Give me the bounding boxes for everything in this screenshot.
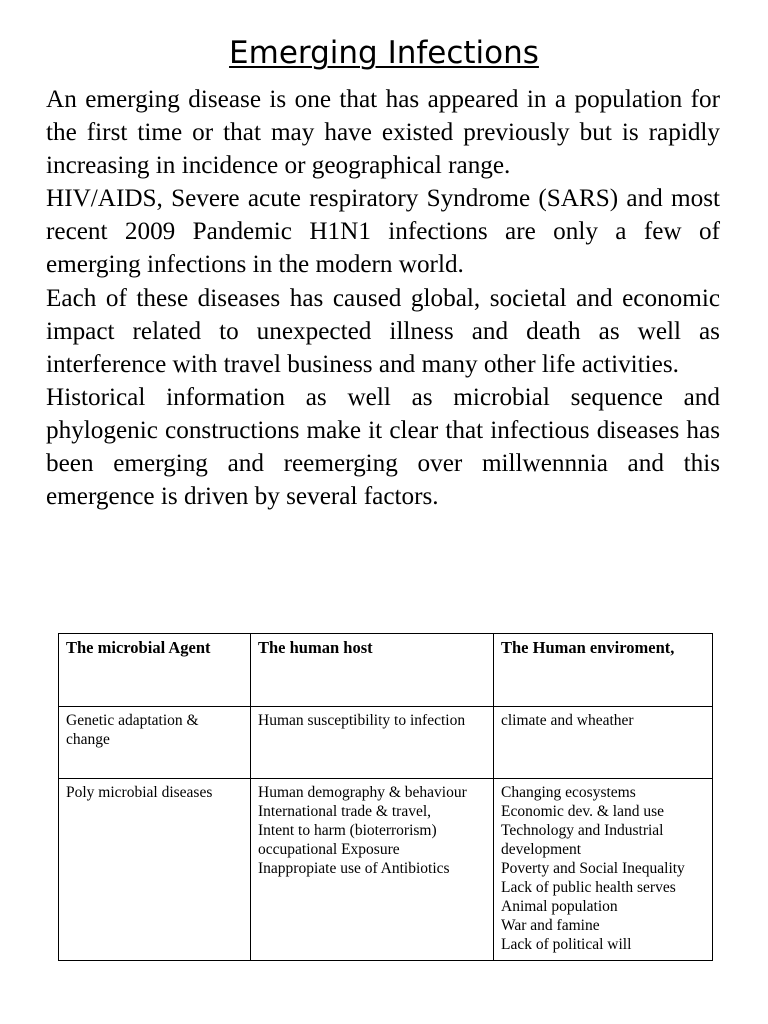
- environment-factor: Poverty and Social Inequality: [501, 860, 685, 877]
- host-factor: Inappropiate use of Antibiotics: [258, 860, 450, 877]
- host-factor: Human demography & behaviour: [258, 784, 467, 801]
- paragraph-history: Historical information as well as microbial sequence and phylogenic constructions make it clear that infectious diseases has been emerging and reemerging over millwennnia and this emergence is driven by several factors.: [46, 383, 720, 511]
- cell-environment: [494, 779, 713, 961]
- emergence-factors-table: [58, 633, 713, 961]
- environment-factor: Economic dev. & land use: [501, 803, 664, 820]
- host-factor: occupational Exposure: [258, 841, 400, 858]
- table-row: [59, 707, 713, 779]
- cell-agent: Poly microbial diseases: [59, 779, 251, 961]
- paragraph-definition: An emerging disease is one that has appeared in a population for the first time or that may have existed previously but is rapidly increasing in incidence or geographical range.: [46, 86, 720, 180]
- table-header-row: [59, 634, 713, 707]
- host-factor: International trade & travel,: [258, 803, 432, 820]
- header-microbial-agent: The microbial Agent: [59, 634, 251, 707]
- body-text: [46, 83, 720, 513]
- cell-agent: Genetic adaptation & change: [59, 707, 251, 779]
- table-row: [59, 779, 713, 961]
- cell-environment: climate and wheather: [494, 707, 713, 779]
- environment-factor: War and famine: [501, 917, 600, 934]
- paragraph-examples: HIV/AIDS, Severe acute respiratory Syndrome (SARS) and most recent 2009 Pandemic H1N1 infections are only a few of emerging infections in the modern world.: [46, 185, 720, 279]
- environment-factor: Technology and Industrial development: [501, 822, 664, 858]
- header-human-environment: The Human enviroment,: [494, 634, 713, 707]
- header-human-host: The human host: [251, 634, 494, 707]
- paragraph-impact: Each of these diseases has caused global, societal and economic impact related to unexpected illness and death as well as interference with travel business and many other life activities.: [46, 284, 720, 378]
- environment-factor: Lack of public health serves: [501, 879, 676, 896]
- environment-factor: Lack of political will: [501, 936, 632, 953]
- host-factor: Intent to harm (bioterrorism): [258, 822, 437, 839]
- cell-host: Human susceptibility to infection: [251, 707, 494, 779]
- page-title: Emerging Infections: [229, 35, 539, 71]
- environment-factor: Changing ecosystems: [501, 784, 636, 801]
- environment-factor: Animal population: [501, 898, 618, 915]
- cell-host: [251, 779, 494, 961]
